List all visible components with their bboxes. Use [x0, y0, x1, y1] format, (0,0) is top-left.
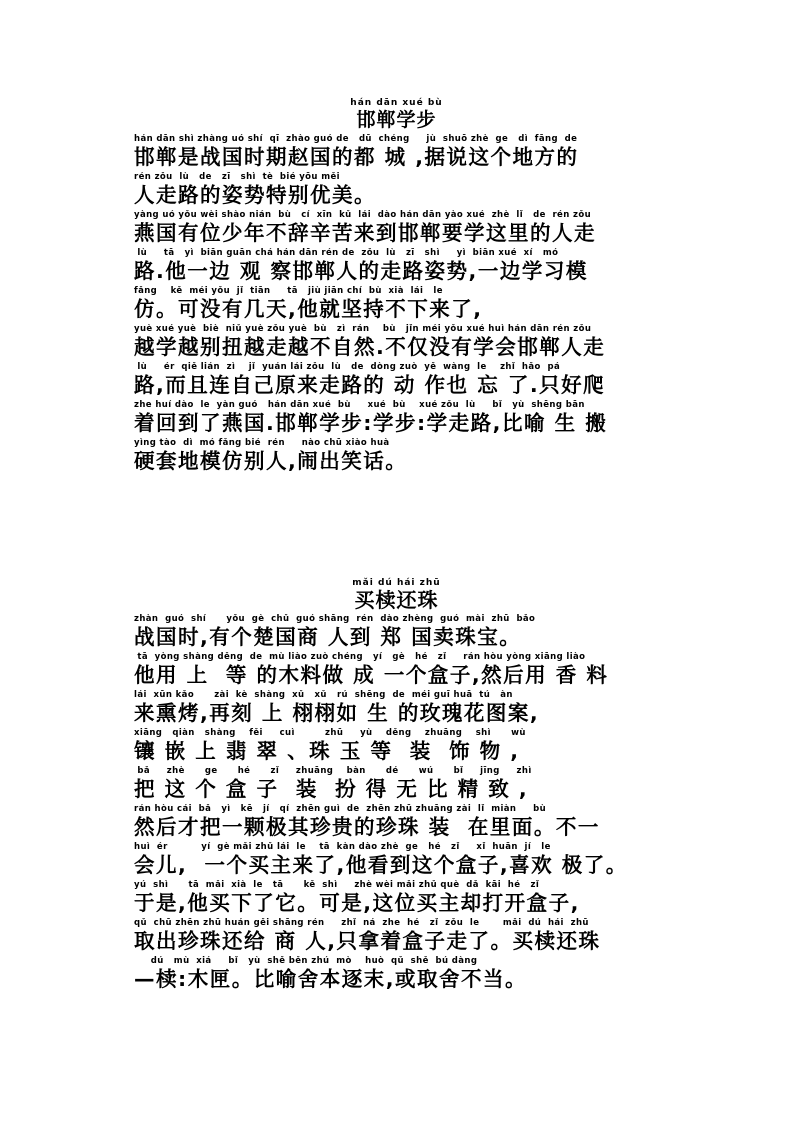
hanzi-row: 取出珍珠还给 商 人,只拿着盒子走了。买椟还珠: [134, 929, 601, 953]
text-line: [134, 766, 694, 804]
text-line: [134, 438, 694, 476]
hanzi-row: 仿。可没有几天,他就坚持不下来了,: [134, 297, 483, 321]
pinyin-row: rán hòu cái bǎ yì kē jí qí zhēn guì de zhēn zhū zhuāng zài lǐ miàn bù: [134, 804, 547, 814]
story-title-block: [0, 578, 793, 614]
text-line: [134, 880, 694, 918]
text-line: [134, 956, 694, 994]
hanzi-row: 来熏烤,再刻 上 栩栩如 生 的玫瑰花图案,: [134, 701, 540, 725]
hanzi-row: 燕国有位少年不辞辛苦来到邯郸要学这里的人走: [134, 221, 596, 245]
hanzi-row: —椟:木匣。比喻舍本逐末,或取舍不当。: [134, 967, 527, 991]
pinyin-row: lái xūn kǎo zài kè shàng xǔ xǔ rú shēng de méi guī huā tú àn: [134, 690, 513, 700]
pinyin-row: zhe huí dào le yàn guó hán dān xué bù xué bù xué zǒu lù bǐ yù shēng bān: [134, 400, 585, 410]
pinyin-row: hán dān shì zhàng uó shí qī zhào guó de dū chéng jù shuō zhè ge dì fāng de: [134, 134, 578, 144]
pinyin-row: yàng uó yǒu wèi shào nián bù cí xīn kǔ lái dào hán dān yào xué zhè lǐ de rén zǒu: [134, 210, 592, 220]
story-title: 买椟还珠: [354, 588, 439, 612]
text-line: [134, 400, 694, 438]
pinyin-row: dú mù xiá bǐ yù shě běn zhú mò huò qǔ shě bú dàng: [134, 956, 478, 966]
text-line: [134, 286, 694, 324]
story-title: 邯郸学步: [356, 109, 437, 131]
text-line: [134, 690, 694, 728]
hanzi-row: 镶 嵌 上 翡 翠 、珠 玉 等 装 饰 物 ,: [134, 739, 520, 763]
hanzi-row: 路.他一边 观 察邯郸人的走路姿势,一边学习模: [134, 259, 588, 283]
text-line: [134, 652, 694, 690]
pinyin-row: lù tā yì biān guān chá hán dān rén de zǒu lù zī shì yì biān xué xí mó: [134, 248, 559, 258]
pinyin-row: tā yòng shàng děng de mù liào zuò chéng yí gè hé zǐ rán hòu yòng xiāng liào: [134, 652, 586, 662]
hanzi-row: 着回到了燕国.邯郸学步:学步:学走路,比喻 生 搬: [134, 411, 608, 435]
pinyin-row: xiāng qiàn shàng fěi cuì zhū yù děng zhuāng shì wù: [134, 728, 526, 738]
hanzi-row: 路,而且连自己原来走路的 动 作也 忘 了.只好爬: [134, 373, 606, 397]
text-line: [134, 172, 694, 210]
text-line: [134, 842, 694, 880]
text-line: [134, 210, 694, 248]
pinyin-row: lù ér qiě lián zì jǐ yuán lái zǒu lù de dòng zuò yě wàng le zhǐ hǎo pá: [134, 362, 561, 372]
title-pinyin: mǎi dú hái zhū: [352, 578, 441, 588]
hanzi-row: 会儿, 一个买主来了,他看到这个盒子,喜欢 极了。: [134, 853, 628, 877]
pinyin-row: bǎ zhè ge hé zǐ zhuāng bàn dé wú bǐ jīng zhì: [134, 766, 532, 776]
title-pinyin: hán dān xué bù: [350, 98, 443, 108]
text-line: [134, 324, 694, 362]
text-line: [134, 248, 694, 286]
hanzi-row: 于是,他买下了它。可是,这位买主却打开盒子,: [134, 891, 580, 915]
hanzi-row: 邯郸是战国时期赵国的都 城 ,据说这个地方的: [134, 145, 579, 169]
hanzi-row: 他用 上 等 的木料做 成 一个盒子,然后用 香 料: [134, 663, 609, 687]
hanzi-row: 硬套地模仿别人,闹出笑话。: [134, 449, 408, 473]
pinyin-row: fǎng kě méi yǒu jǐ tiān tā jiù jiān chí bù xià lái le: [134, 286, 443, 296]
hanzi-row: 越学越别扭越走越不自然.不仅没有学会邯郸人走: [134, 335, 606, 359]
text-line: [134, 918, 694, 956]
story-handan: [0, 98, 793, 476]
text-line: [134, 728, 694, 766]
story-title-block: [0, 98, 793, 134]
pinyin-row: yuè xué yuè biè niǔ yuè zǒu yuè bù zì rán bù jǐn méi yǒu xué huì hán dān rén zǒu: [134, 324, 592, 334]
hanzi-row: 然后才把一颗极其珍贵的珍珠 装 在里面。不一: [134, 815, 600, 839]
story-maiduhuanzhu: [0, 578, 793, 994]
text-line: [134, 614, 694, 652]
hanzi-row: 战国时,有个楚国商 人到 郑 国卖珠宝。: [134, 625, 522, 649]
text-line: [134, 804, 694, 842]
pinyin-row: yú shì tā mǎi xià le tā kě shì zhè wèi mǎi zhǔ què dǎ kāi hé zǐ: [134, 880, 540, 890]
text-line: [134, 134, 694, 172]
hanzi-row: 把 这 个 盒 子 装 扮 得 无 比 精 致 ,: [134, 777, 529, 801]
hanzi-row: 人走路的姿势特别优美。: [134, 183, 376, 207]
pinyin-row: huì ér yí gè mǎi zhǔ lái le tā kàn dào zhè ge hé zǐ xǐ huān jí le: [134, 842, 551, 852]
pinyin-row: qǔ chū zhēn zhū huán gěi shāng rén zhǐ ná zhe hé zǐ zǒu le mǎi dú hái zhū: [134, 918, 589, 928]
pinyin-row: yìng tào dì mó fǎng bié rén nào chū xiào huà: [134, 438, 390, 448]
pinyin-row: rén zǒu lù de zī shì tè bié yōu měi: [134, 172, 340, 182]
text-line: [134, 362, 694, 400]
pinyin-row: zhàn guó shí yǒu gè chǔ guó shāng rén dào zhèng guó mài zhū bǎo: [134, 614, 536, 624]
